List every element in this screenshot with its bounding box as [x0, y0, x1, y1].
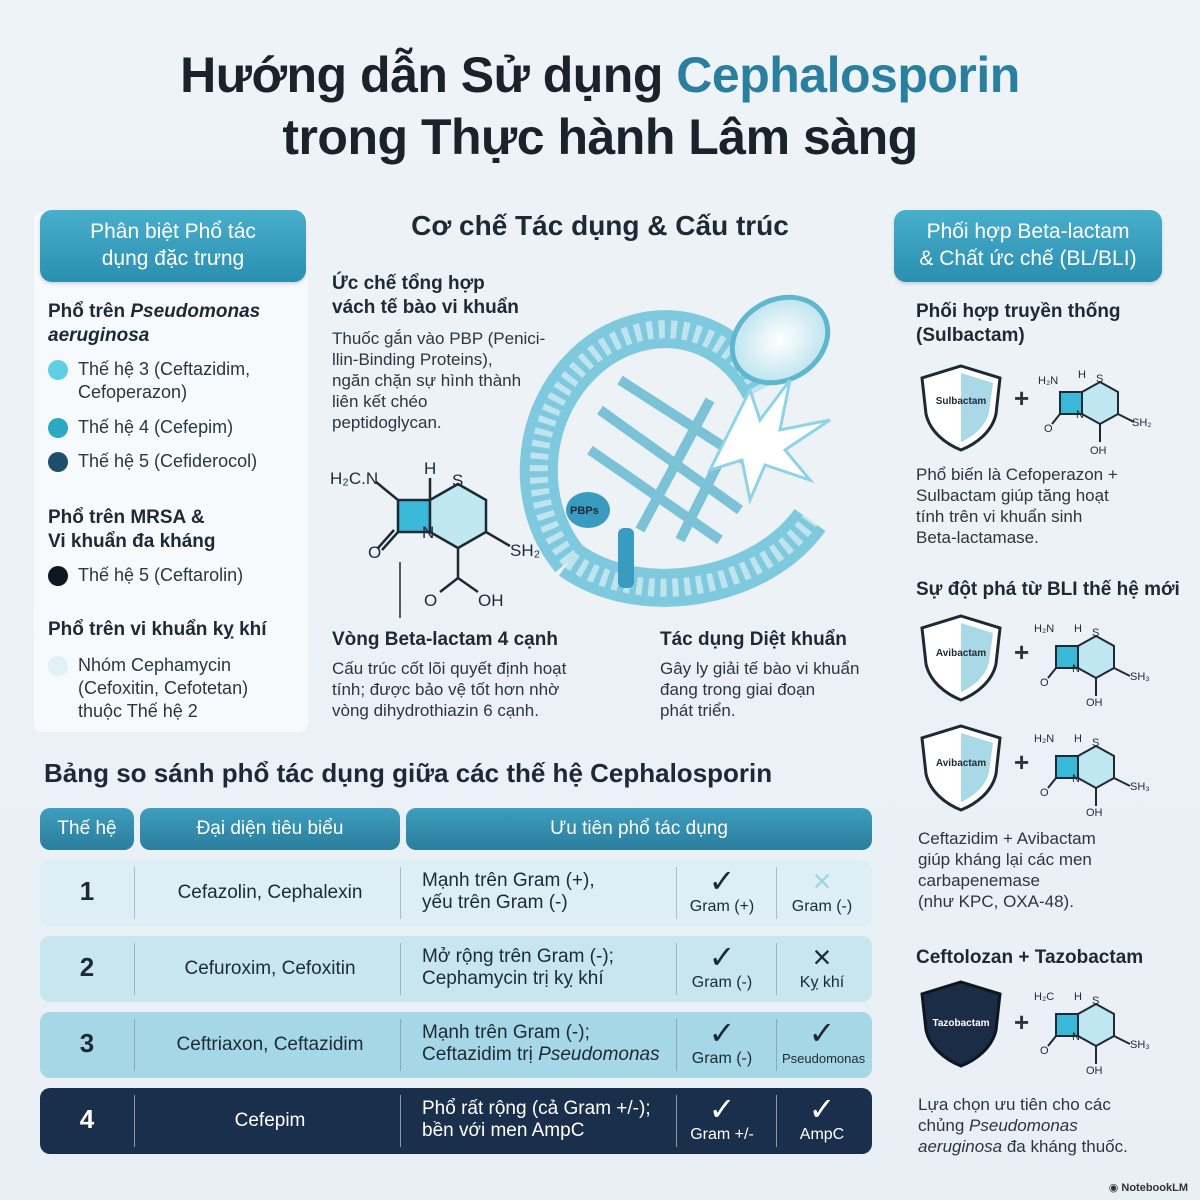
left-sec1-title: [48, 300, 260, 348]
table-header-spectrum: Ưu tiên phổ tác dụng: [406, 808, 872, 850]
right-sec3-title: Ceftolozan + Tazobactam: [916, 947, 1144, 968]
mol-label: H: [1074, 623, 1082, 635]
right-pill-line2: & Chất ức chế (BL/BLI): [919, 247, 1137, 270]
bullet-dot: [48, 418, 68, 438]
title-line2: trong Thực hành Lâm sàng: [282, 109, 918, 165]
mechanism-block2-title: Vòng Beta-lactam 4 cạnh: [332, 629, 558, 650]
spectrum-line: Phổ rất rộng (cả Gram +/-);: [422, 1098, 651, 1119]
mechanism-block2-text: Cấu trúc cốt lõi quyết định hoạt tính; được bảo vệ tốt hơn nhờ vòng dihydrothiazin 6 cạnh.: [332, 659, 567, 720]
mol-label: H₂C.N: [330, 469, 379, 488]
mol-label: O: [424, 591, 438, 610]
representatives-cell: Cefazolin, Cephalexin: [177, 882, 363, 903]
spectrum-line: bền với men AmpC: [422, 1120, 585, 1141]
mol-label: H₂N: [1038, 375, 1059, 387]
shield-label: Avibactam: [935, 758, 987, 769]
representatives-cell: Ceftriaxon, Ceftazidim: [176, 1034, 364, 1055]
mol-label: H: [1078, 369, 1086, 381]
table-row: [40, 1012, 872, 1078]
mechanism-block3-title: Tác dụng Diệt khuẩn: [660, 629, 847, 650]
check-icon: ✓: [708, 1015, 736, 1051]
mol-label: SH₃: [1130, 781, 1150, 793]
shield-label: Avibactam: [935, 648, 987, 659]
coverage-indicator-secondary: [782, 864, 862, 916]
mol-label: S: [1096, 373, 1104, 385]
generation-cell: 2: [79, 952, 95, 982]
list-item: Thế hệ 3 (Ceftazidim, Cefoperazon): [78, 359, 251, 402]
spectrum-line: Ceftazidim trị: [422, 1044, 539, 1065]
coverage-label: Gram (-): [691, 974, 753, 991]
column-divider: [776, 1095, 777, 1147]
left-sec1-title-a: Phổ trên: [48, 301, 131, 322]
mechanism-block1-title: Ức chế tổng hợp vách tế bào vi khuẩn: [332, 273, 519, 318]
right-sec2-text: Ceftazidim + Avibactam giúp kháng lại các men carbapenemase (như KPC, OXA-48).: [918, 829, 1096, 911]
shield-icon: [916, 722, 1006, 812]
list-item: Thế hệ 5 (Ceftarolin): [78, 565, 244, 585]
spectrum-cell: [422, 1022, 682, 1066]
cross-icon: ×: [812, 863, 832, 899]
shield-icon: [916, 978, 1006, 1068]
spectrum-line: yếu trên Gram (-): [422, 892, 568, 913]
column-divider: [134, 1019, 135, 1071]
table-header-generation: Thế hệ: [40, 808, 134, 850]
mechanism-title: Cơ chế Tác dụng & Cấu trúc: [411, 210, 789, 241]
column-divider: [400, 943, 401, 995]
mol-label: SH₃: [1130, 1039, 1150, 1051]
generation-cell: 4: [79, 1104, 95, 1134]
table-row: [40, 860, 872, 926]
column-divider: [776, 1019, 777, 1071]
pbp-label: PBPs: [570, 505, 599, 517]
plus-sign: +: [1014, 747, 1030, 777]
mol-label: O: [1044, 423, 1053, 435]
spectrum-cell: [422, 870, 682, 914]
left-pill-line1: Phân biệt Phổ tác: [90, 220, 256, 243]
column-divider: [400, 1095, 401, 1147]
check-icon: ✓: [708, 939, 736, 975]
cross-icon: ×: [812, 939, 832, 975]
mol-label: O: [1040, 677, 1049, 689]
mol-label: OH: [1086, 1065, 1103, 1077]
list-item: Thế hệ 5 (Cefiderocol): [78, 451, 258, 471]
page-title: [0, 44, 1200, 168]
right-sec3-text: Lựa chọn ưu tiên cho các chủng Pseudomonas aeruginosa đa kháng thuốc.: [918, 1095, 1128, 1156]
spectrum-line: Mạnh trên Gram (+),: [422, 870, 595, 891]
bullet-dot: [48, 452, 68, 472]
column-divider: [134, 867, 135, 919]
coverage-label: Gram +/-: [690, 1126, 754, 1143]
mol-label: S: [1092, 627, 1100, 639]
mol-label: H₂N: [1034, 733, 1055, 745]
representatives-cell: Cefepim: [234, 1110, 306, 1131]
mol-label: H₂C: [1034, 991, 1055, 1003]
check-icon: ✓: [808, 1015, 836, 1051]
table-header-representatives: Đại diện tiêu biểu: [140, 808, 400, 850]
coverage-indicator-secondary: [782, 1092, 862, 1144]
spectrum-cell: [422, 946, 682, 990]
beta-lactam-molecule-icon: [1038, 362, 1158, 462]
list-item: Thế hệ 4 (Cefepim): [78, 417, 234, 437]
beta-lactam-molecule-icon: [1034, 616, 1158, 712]
title-accent: Cephalosporin: [676, 47, 1020, 103]
left-pill-line2: dụng đặc trưng: [101, 247, 245, 270]
table-row: [40, 936, 872, 1002]
notebook-icon: ◉: [1108, 1182, 1122, 1194]
coverage-label: Gram (-): [691, 1050, 753, 1067]
right-sec1-title: Phối hợp truyền thống (Sulbactam): [916, 301, 1121, 346]
footer-text: NotebookLM: [1121, 1182, 1188, 1194]
shield-label: Sulbactam: [935, 396, 987, 407]
mol-label: S: [1092, 995, 1100, 1007]
right-sec2-title: Sự đột phá từ BLI thế hệ mới: [916, 579, 1180, 600]
mol-label: H: [424, 459, 437, 478]
shield-icon: [916, 362, 1006, 452]
bullet-dot: [48, 360, 68, 380]
plus-sign: +: [1014, 1007, 1030, 1037]
bullet-dot: [48, 656, 68, 676]
spectrum-line: Mở rộng trên Gram (-);: [422, 946, 614, 967]
beta-lactam-molecule-icon: [1034, 984, 1158, 1080]
mol-label: H: [1074, 733, 1082, 745]
left-sec1-title-c: aeruginosa: [48, 325, 150, 346]
column-divider: [776, 867, 777, 919]
coverage-label: Gram (+): [689, 898, 755, 915]
mol-label: OH: [478, 591, 504, 610]
mol-label: SH₃: [1130, 671, 1150, 683]
mol-label: H: [1074, 991, 1082, 1003]
left-sec1-title-b: Pseudomonas: [130, 301, 261, 322]
mechanism-block3-text: Gây ly giải tế bào vi khuẩn đang trong giai đoạn phát triển.: [660, 659, 860, 720]
beta-lactam-molecule-icon: [1034, 726, 1158, 822]
right-pill-line1: Phối hợp Beta-lactam: [926, 220, 1130, 243]
mol-label: N: [1076, 409, 1084, 421]
left-sec3-title: Phổ trên vi khuẩn kỵ khí: [48, 619, 267, 640]
mol-label: N: [422, 523, 435, 542]
spectrum-line: Mạnh trên Gram (-);: [422, 1022, 590, 1043]
table-row: [40, 1088, 872, 1154]
coverage-indicator-primary: [682, 1016, 762, 1068]
mol-label: SH₂: [1132, 417, 1152, 429]
generation-cell: 1: [79, 876, 95, 906]
mol-label: N: [1072, 663, 1080, 675]
mol-label: O: [1040, 787, 1049, 799]
shield-label: Tazobactam: [932, 1018, 990, 1029]
coverage-indicator-secondary: [782, 940, 862, 992]
mechanism-block1-text: Thuốc gắn vào PBP (Penici- llin-Binding Proteins), ngăn chặn sự hình thành liên kết chéo peptidoglycan.: [332, 329, 546, 432]
list-item: Nhóm Cephamycin (Cefoxitin, Cefotetan) thuộc Thế hệ 2: [78, 655, 249, 721]
bacterium-cell-wall-illustration-icon: [510, 270, 870, 610]
left-pill-header: [40, 210, 306, 282]
shield-icon: [916, 612, 1006, 702]
coverage-label: AmpC: [799, 1126, 845, 1143]
check-icon: ✓: [808, 1091, 836, 1127]
plus-sign: +: [1014, 383, 1030, 413]
coverage-indicator-secondary: [782, 1015, 866, 1068]
column-divider: [400, 1019, 401, 1071]
right-sec1-text: Phổ biến là Cefoperazon + Sulbactam giúp tăng hoạt tính trên vi khuẩn sinh Beta-lactamase.: [916, 465, 1118, 547]
bullet-dot: [48, 566, 68, 586]
mol-label: S: [452, 471, 464, 490]
spectrum-line: Cephamycin trị kỵ khí: [422, 968, 604, 989]
coverage-label: Kỵ khí: [799, 974, 845, 991]
column-divider: [134, 943, 135, 995]
coverage-indicator-primary: [682, 864, 762, 916]
spectrum-cell: [422, 1098, 682, 1142]
mol-label: OH: [1086, 807, 1103, 819]
mol-label: O: [1040, 1045, 1049, 1057]
mol-label: N: [1072, 1031, 1080, 1043]
coverage-indicator-primary: [682, 940, 762, 992]
column-divider: [400, 867, 401, 919]
right-pill-header: [894, 210, 1162, 282]
check-icon: ✓: [708, 863, 736, 899]
mol-label: O: [368, 543, 382, 562]
spectrum-line: Pseudomonas: [538, 1044, 660, 1065]
mol-label: OH: [1090, 445, 1107, 457]
mol-label: SH₂: [510, 541, 541, 560]
column-divider: [776, 943, 777, 995]
left-sec2-title: Phổ trên MRSA & Vi khuẩn đa kháng: [48, 507, 216, 552]
table-title: Bảng so sánh phổ tác dụng giữa các thế hệ Cephalosporin: [44, 758, 773, 788]
mol-label: S: [1092, 737, 1100, 749]
mol-label: H₂N: [1034, 623, 1055, 635]
mol-label: OH: [1086, 697, 1103, 709]
coverage-indicator-primary: [682, 1092, 762, 1144]
plus-sign: +: [1014, 637, 1030, 667]
check-icon: ✓: [708, 1091, 736, 1127]
title-line1: Hướng dẫn Sử dụng: [180, 47, 677, 103]
mol-label: N: [1072, 773, 1080, 785]
coverage-label: Pseudomonas: [782, 1051, 866, 1066]
generation-cell: 3: [79, 1028, 95, 1058]
footer-brand: [1109, 1181, 1188, 1194]
coverage-label: Gram (-): [791, 898, 853, 915]
column-divider: [134, 1095, 135, 1147]
representatives-cell: Cefuroxim, Cefoxitin: [184, 958, 356, 979]
